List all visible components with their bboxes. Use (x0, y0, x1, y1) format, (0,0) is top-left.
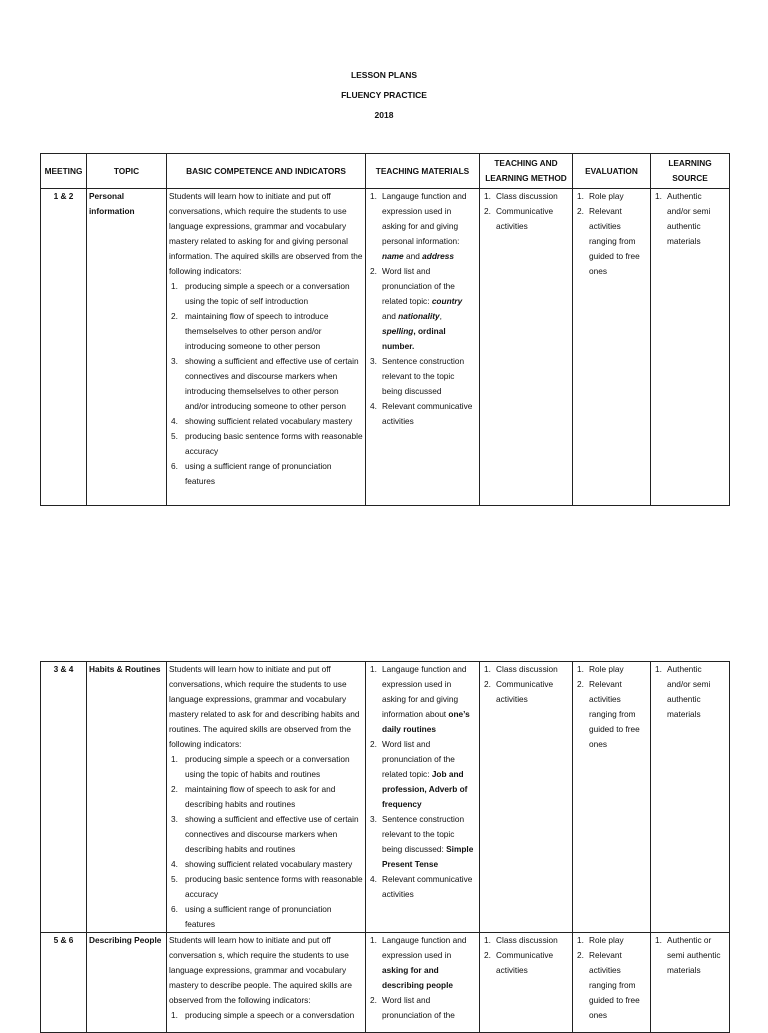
list-item: 1. Role play (577, 191, 624, 201)
col-method: TEACHING AND LEARNING METHOD (480, 154, 573, 189)
doc-subtitle: FLUENCY PRACTICE (341, 90, 427, 100)
list-item: 2. Word list and pronunciation of the (370, 995, 455, 1020)
lesson-plan-table-2 (40, 661, 730, 1033)
competence-cell (167, 662, 366, 933)
evaluation-cell (573, 662, 651, 933)
materials-cell (366, 933, 480, 1033)
col-source: LEARNING SOURCE (651, 154, 730, 189)
list-item: 2. Word list and pronunciation of the related topic: Job and profession, Adverb of frequency (370, 739, 468, 809)
method-list (482, 662, 570, 707)
evaluation-list (575, 933, 648, 1023)
list-item: 1. Langauge function and expression used in asking for and giving information about one’s daily routines (370, 664, 470, 734)
evaluation-list (575, 189, 648, 279)
list-item: 2. Relevant activities ranging from guided to free ones (577, 206, 640, 276)
materials-list (368, 933, 477, 1023)
indicator-list (169, 752, 363, 932)
source-cell (651, 189, 730, 506)
doc-title: LESSON PLANS (350, 70, 418, 80)
list-item: 4. Relevant communicative activities (370, 401, 473, 426)
list-item: 4. Relevant communicative activities (370, 874, 473, 899)
col-meeting: MEETING (41, 154, 87, 189)
list-item: 1. Class discussion (484, 664, 558, 674)
topic-cell: Describing People (87, 933, 167, 1033)
list-item: 2. maintaining flow of speech to ask for and describing habits and routines (171, 784, 336, 809)
table-row (41, 933, 730, 1033)
list-item: 1. Langauge function and expression used in asking for and giving personal information: name and address (370, 191, 467, 261)
lesson-plan-table-1 (40, 153, 730, 506)
materials-cell (366, 662, 480, 933)
source-list (653, 189, 727, 249)
topic-cell: Habits & Routines (87, 662, 167, 933)
doc-year: 2018 (374, 110, 394, 120)
list-item: 1. Authentic and/or semi authentic materials (655, 664, 711, 719)
indicator-list (169, 1008, 363, 1023)
list-item: 1. Class discussion (484, 935, 558, 945)
list-item: 2. Communicative activities (484, 206, 554, 231)
list-item: 1. Role play (577, 664, 624, 674)
materials-cell (366, 189, 480, 506)
list-item: 1. Authentic and/or semi authentic materials (655, 191, 711, 246)
col-competence: BASIC COMPETENCE AND INDICATORS (167, 154, 366, 189)
list-item: 4. showing sufficient related vocabulary mastery (171, 859, 353, 869)
list-item: 1. producing simple a speech or a conversation using the topic of habits and routines (171, 754, 350, 779)
method-cell (480, 189, 573, 506)
competence-intro: Students will learn how to initiate and put off conversations, which require the students to use language expressions, grammar and vocabulary mastery related to ask for and describing habits and routines. The aquired skills are observed from the following indicators: (169, 664, 360, 749)
competence-intro: Students will learn how to initiate and put off conversations, which require the students to use language expressions, grammar and vocabulary mastery related to asking for and giving personal information. The aquired skills are observed from the following indicators: (169, 191, 363, 276)
method-list (482, 189, 570, 234)
document-header (0, 68, 768, 128)
meeting-cell: 1 & 2 (41, 189, 87, 506)
source-list (653, 662, 727, 722)
list-item: 2. Communicative activities (484, 679, 554, 704)
topic-cell: Personal information (87, 189, 167, 506)
list-item: 2. Relevant activities ranging from guided to free ones (577, 950, 640, 1020)
list-item: 6. using a sufficient range of pronunciation features (171, 904, 332, 929)
list-item: 2. maintaining flow of speech to introduce themselselves to other person and/or introducing someone to other person (171, 311, 329, 351)
list-item: 5. producing basic sentence forms with reasonable accuracy (171, 874, 363, 899)
method-cell (480, 662, 573, 933)
col-evaluation: EVALUATION (573, 154, 651, 189)
list-item: 1. producing simple a speech or a conversdation (171, 1010, 355, 1020)
list-item: 5. producing basic sentence forms with reasonable accuracy (171, 431, 363, 456)
list-item: 1. producing simple a speech or a conversation using the topic of self introduction (171, 281, 350, 306)
materials-list (368, 662, 477, 902)
list-item: 3. showing a sufficient and effective use of certain connectives and discourse markers when describing habits and routines (171, 814, 359, 854)
method-list (482, 933, 570, 978)
list-item: 6. using a sufficient range of pronunciation features (171, 461, 332, 486)
list-item: 1. Authentic or semi authentic materials (655, 935, 721, 975)
list-item: 3. showing a sufficient and effective use of certain connectives and discourse markers when introducing themselselves to other person and/or introducing someone to other person (171, 356, 359, 411)
evaluation-cell (573, 189, 651, 506)
indicator-list (169, 279, 363, 489)
list-item: 3. Sentence construction relevant to the topic being discussed (370, 356, 465, 396)
competence-cell (167, 933, 366, 1033)
table-header-row (41, 154, 730, 189)
competence-cell (167, 189, 366, 506)
list-item: 1. Langauge function and expression used in asking for and describing people (370, 935, 467, 990)
meeting-cell: 3 & 4 (41, 662, 87, 933)
competence-intro: Students will learn how to initiate and put off conversation s, which require the students to use language expressions, grammar and vocabulary mastery to describe people. The aquired skills are observed from the following indicators: (169, 935, 352, 1005)
col-materials: TEACHING MATERIALS (366, 154, 480, 189)
table-row (41, 662, 730, 933)
table-row (41, 189, 730, 506)
list-item: 2. Word list and pronunciation of the related topic: country and nationality, spelling, ordinal number. (370, 266, 463, 351)
col-topic: TOPIC (87, 154, 167, 189)
list-item: 4. showing sufficient related vocabulary mastery (171, 416, 353, 426)
list-item: 2. Relevant activities ranging from guided to free ones (577, 679, 640, 749)
list-item: 2. Communicative activities (484, 950, 554, 975)
source-cell (651, 662, 730, 933)
list-item: 1. Class discussion (484, 191, 558, 201)
evaluation-cell (573, 933, 651, 1033)
source-cell (651, 933, 730, 1033)
meeting-cell: 5 & 6 (41, 933, 87, 1033)
list-item: 1. Role play (577, 935, 624, 945)
materials-list (368, 189, 477, 429)
evaluation-list (575, 662, 648, 752)
method-cell (480, 933, 573, 1033)
list-item: 3. Sentence construction relevant to the topic being discussed: Simple Present Tense (370, 814, 474, 869)
source-list (653, 933, 727, 978)
